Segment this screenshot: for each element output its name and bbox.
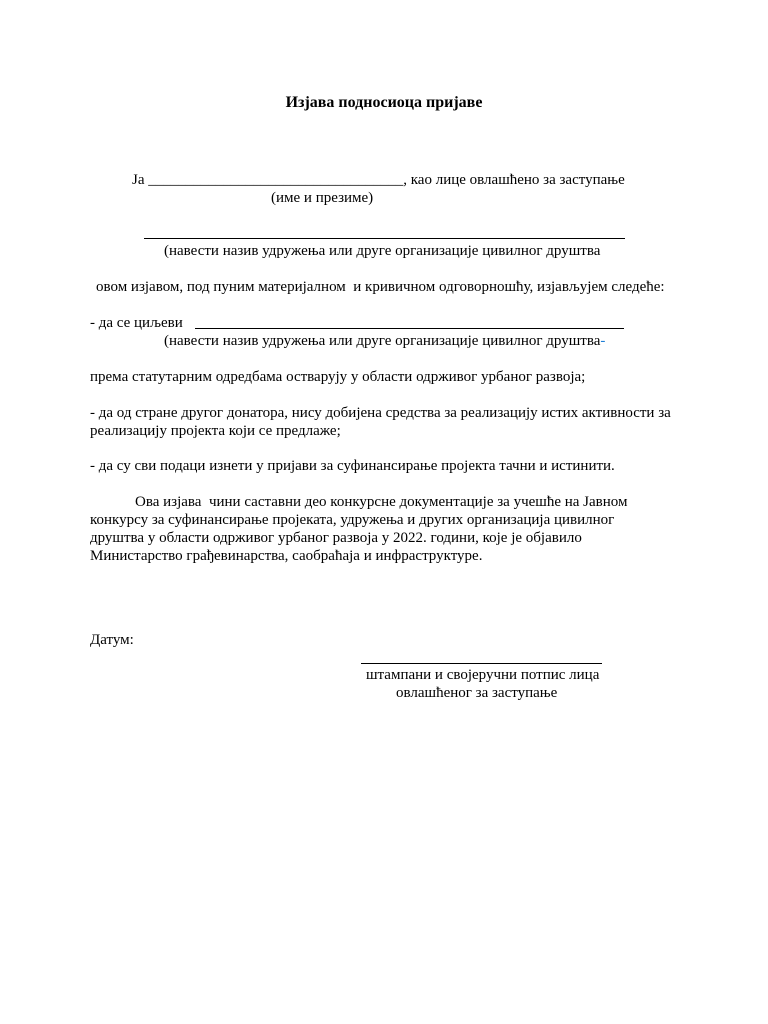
- signature-caption-line2: овлашћеног за заступање: [396, 685, 558, 701]
- name-line: Ја __________________________________, као лице овлашћено за заступање: [132, 172, 625, 188]
- goals-prefix: - да се циљеви: [90, 315, 183, 331]
- donor-item-line2: реализацију пројекта који се предлаже;: [90, 423, 341, 439]
- signature-line: [361, 663, 602, 664]
- goals-caption: (навести назив удружења или друге организације цивилног друштва: [164, 333, 601, 349]
- goals-caption-dash: -: [600, 333, 606, 349]
- declaration-intro: овом изјавом, под пуним материјалном и кривичном одговорношћу, изјављујем следеће:: [96, 279, 665, 295]
- paragraph-line1: Ова изјава чини саставни део конкурсне документације за учешће на Јавном: [135, 494, 628, 510]
- name-caption: (име и презиме): [271, 190, 374, 206]
- goals-continuation: према статутарним одредбама остварују у области одрживог урбаног развоја;: [90, 369, 586, 385]
- organization-blank-line: [144, 238, 625, 239]
- paragraph-line2: конкурсу за суфинансирање пројеката, удружења и других организација цивилног: [90, 512, 615, 528]
- paragraph-line3: друштва у области одрживог урбаног развоја у 2022. години, које је објавило: [90, 530, 582, 546]
- goals-blank-line: [195, 328, 624, 329]
- accuracy-item: - да су сви подаци изнети у пријави за суфинансирање пројекта тачни и истинити.: [90, 458, 615, 474]
- goals-item: [90, 314, 183, 332]
- goals-caption-line: [164, 332, 605, 350]
- signature-caption-line1: штампани и својеручни потпис лица: [366, 667, 600, 683]
- donor-item-line1: - да од стране другог донатора, нису добијена средства за реализацију истих активности за: [90, 405, 671, 421]
- organization-caption: (навести назив удружења или друге организације цивилног друштва: [164, 243, 601, 259]
- document-title: Изјава подносиоца пријаве: [285, 94, 483, 111]
- date-label: Датум:: [90, 632, 134, 648]
- paragraph-line4: Министарство грађевинарства, саобраћаја и инфраструктуре.: [90, 548, 483, 564]
